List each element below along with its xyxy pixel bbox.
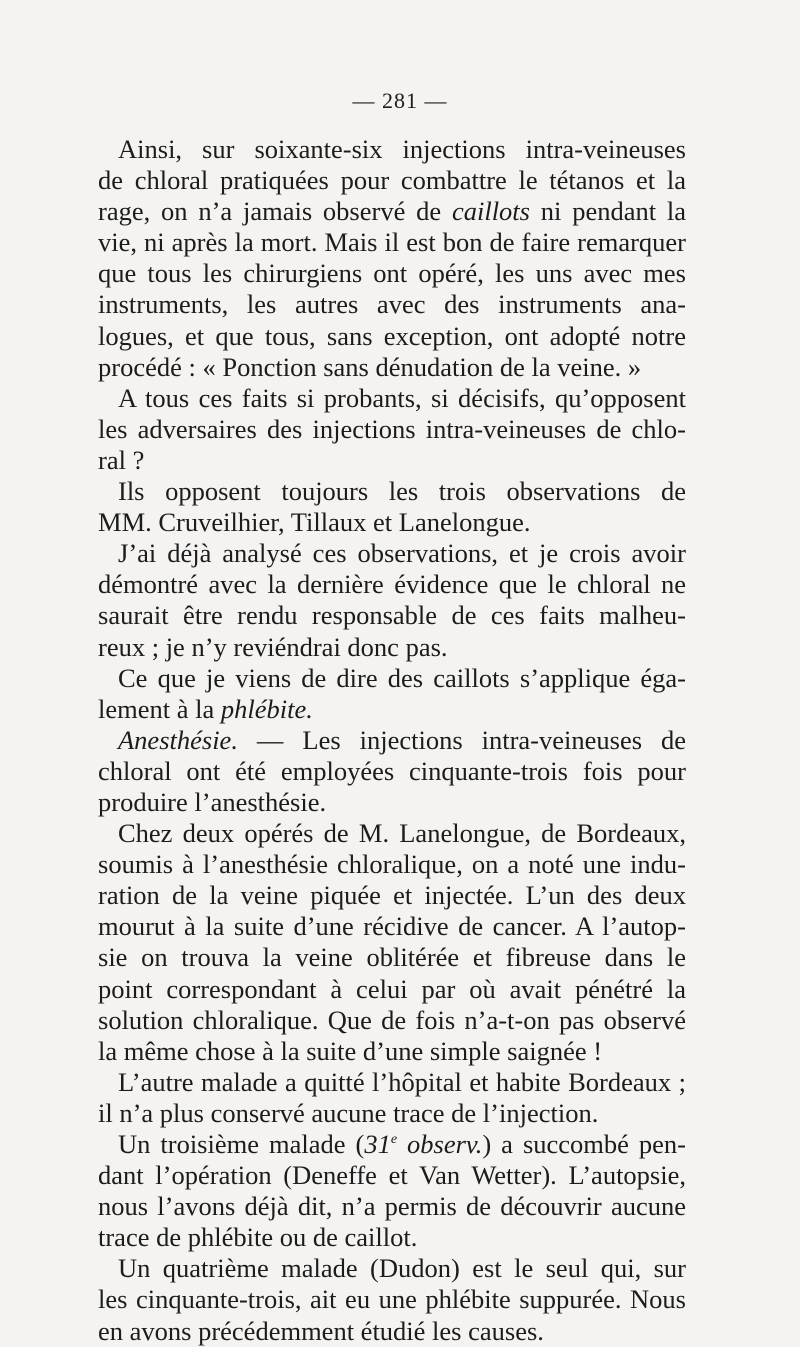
text-span: ) a succombé pen- xyxy=(482,1129,686,1159)
text-line xyxy=(98,1036,686,1067)
page-number: — 281 — xyxy=(352,88,448,113)
text-span: mourut à la suite d’une récidive de cancer. A l’autop- xyxy=(98,911,686,942)
text-span: il n’a plus conservé aucune trace de l’injection. xyxy=(98,1097,599,1128)
text-span: — Les injections intra-veineuses de xyxy=(237,724,686,755)
text-span: démontré avec la dernière évidence que le chloral ne xyxy=(98,569,686,600)
text-span: saurait être rendu responsable de ces faits malheu- xyxy=(98,600,686,631)
text-line xyxy=(98,1160,686,1191)
text-line xyxy=(98,942,686,973)
text-line xyxy=(98,1129,686,1160)
text-line xyxy=(98,289,686,320)
text-span: Ainsi, sur soixante-six injections intra-veineuses xyxy=(118,134,686,164)
observation-abbrev: observ. xyxy=(397,1129,483,1159)
text-line xyxy=(98,756,686,787)
text-span: instruments, les autres avec des instruments ana- xyxy=(98,289,686,320)
text-line xyxy=(98,321,686,352)
text-line xyxy=(98,1005,686,1036)
text-span: J’ai déjà analysé ces observations, et je crois avoir xyxy=(118,538,686,569)
text-line xyxy=(98,1284,686,1315)
text-line xyxy=(98,134,686,165)
text-line xyxy=(98,818,686,849)
text-line xyxy=(98,1191,686,1222)
text-span: ni pendant la xyxy=(529,196,686,227)
text-span: en avons précédemment étudié les causes. xyxy=(98,1315,544,1346)
text-span: Un quatrième malade (Dudon) est le seul qui, sur xyxy=(118,1253,686,1284)
text-line xyxy=(98,538,686,569)
text-span: les cinquante-trois, ait eu une phlébite suppurée. Nous xyxy=(98,1284,686,1315)
text-line xyxy=(98,1253,686,1284)
text-span: trace de phlébite ou de caillot. xyxy=(98,1222,418,1253)
text-line xyxy=(98,1222,686,1253)
text-span: que tous les chirurgiens ont opéré, les uns avec mes xyxy=(98,258,686,289)
text-span: Un troisième malade ( xyxy=(118,1129,365,1159)
italic-term: caillots xyxy=(451,196,530,227)
text-span: point correspondant à celui par où avait pénétré la xyxy=(98,973,686,1004)
text-line xyxy=(98,911,686,942)
text-span: sie on trouva la veine oblitérée et fibreuse dans le xyxy=(98,942,686,973)
italic-term: phlébite. xyxy=(220,693,313,724)
text-line xyxy=(98,414,686,445)
text-span: produire l’anesthésie. xyxy=(98,786,327,817)
text-line xyxy=(98,258,686,289)
text-span: reux ; je n’y reviéndrai donc pas. xyxy=(98,631,448,662)
text-line xyxy=(98,663,686,694)
observation-number: 31 xyxy=(364,1129,391,1159)
text-span: soumis à l’anesthésie chloralique, on a noté une indu- xyxy=(98,849,686,880)
text-line xyxy=(98,1067,686,1098)
text-line xyxy=(98,476,686,507)
text-span: solution chloralique. Que de fois n’a-t-on pas observé xyxy=(98,1004,686,1035)
text-line xyxy=(98,694,686,725)
text-line xyxy=(98,632,686,663)
text-span: vie, ni après la mort. Mais il est bon de faire remarquer xyxy=(98,227,686,258)
text-line xyxy=(98,507,686,538)
text-line xyxy=(98,1098,686,1129)
body-text xyxy=(98,134,686,1347)
text-span: L’autre malade a quitté l’hôpital et habite Bordeaux ; xyxy=(118,1066,686,1097)
text-line xyxy=(98,383,686,414)
section-heading-inline: Anesthésie. xyxy=(118,724,238,755)
text-span: lement à la xyxy=(98,693,221,724)
text-span: dant l’opération (Deneffe et Van Wetter). L’autopsie, xyxy=(98,1160,686,1191)
text-line xyxy=(98,787,686,818)
text-line xyxy=(98,196,686,227)
text-line xyxy=(98,974,686,1005)
text-line xyxy=(98,880,686,911)
text-line xyxy=(98,352,686,383)
text-span: MM. Cruveilhier, Tillaux et Lanelongue. xyxy=(98,507,531,538)
text-span: A tous ces faits si probants, si décisifs, qu’opposent xyxy=(118,382,686,413)
text-span: Ils opposent toujours les trois observations de xyxy=(118,476,686,507)
text-span: ration de la veine piquée et injectée. L’un des deux xyxy=(98,880,686,911)
text-span: Chez deux opérés de M. Lanelongue, de Bordeaux, xyxy=(118,818,686,849)
ordinal-superscript: e xyxy=(390,1132,398,1148)
italic-reference xyxy=(364,1129,482,1159)
text-line xyxy=(98,725,686,756)
text-line xyxy=(98,1316,686,1347)
text-span: la même chose à la suite d’une simple saignée ! xyxy=(98,1035,603,1066)
text-line xyxy=(98,445,686,476)
text-span: les adversaires des injections intra-veineuses de chlo- xyxy=(98,413,686,444)
text-span: de chloral pratiquées pour combattre le tétanos et la xyxy=(98,165,686,196)
text-line xyxy=(98,849,686,880)
text-span: rage, on n’a jamais observé de xyxy=(98,196,452,227)
text-span: logues, et que tous, sans exception, ont adopté notre xyxy=(98,320,686,351)
text-span: nous l’avons déjà dit, n’a permis de découvrir aucune xyxy=(98,1191,686,1222)
text-span: chloral ont été employées cinquante-trois fois pour xyxy=(98,755,686,786)
text-line xyxy=(98,165,686,196)
text-span: procédé : « Ponction sans dénudation de la veine. » xyxy=(98,351,642,382)
text-span: Ce que je viens de dire des caillots s’applique éga- xyxy=(118,662,686,693)
text-span: ral ? xyxy=(98,444,145,475)
text-line xyxy=(98,569,686,600)
text-line xyxy=(98,227,686,258)
text-line xyxy=(98,600,686,631)
